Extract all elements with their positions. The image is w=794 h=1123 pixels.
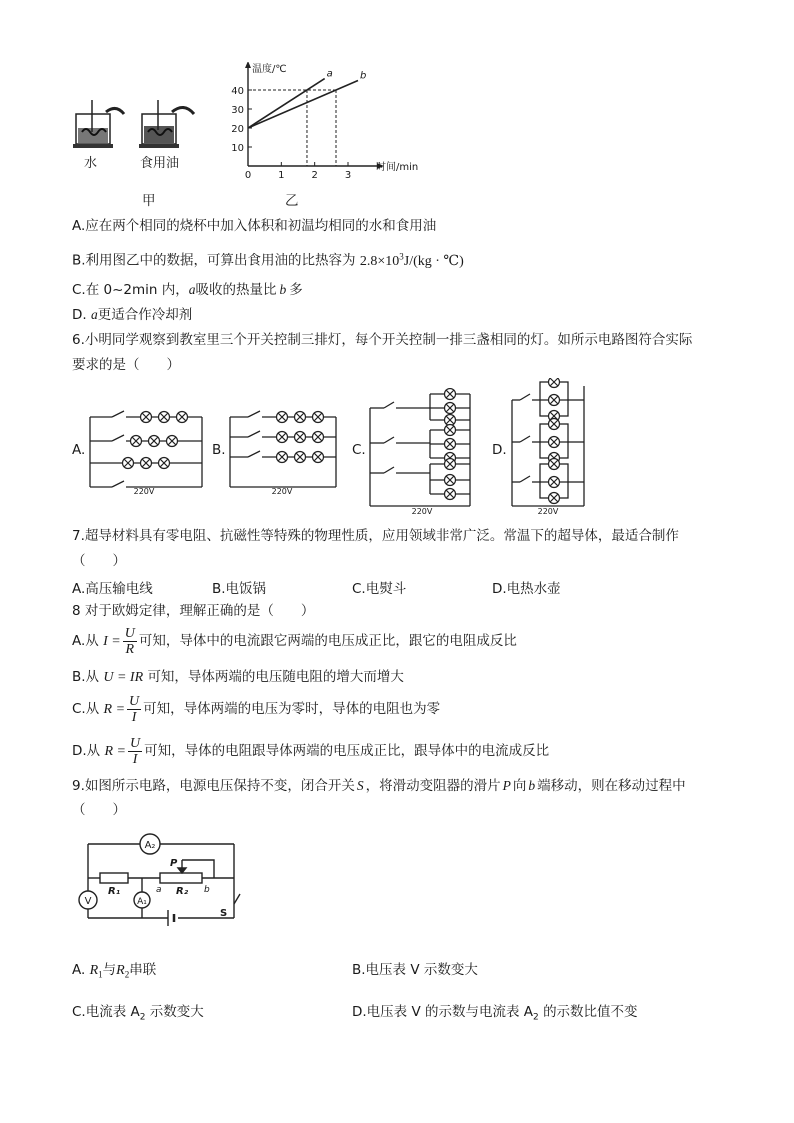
q5-c-suffix: 多 xyxy=(289,282,303,298)
q8-b-prefix: B.从 xyxy=(72,669,100,685)
lamp-icon xyxy=(313,452,324,463)
x-tick-label: 3 xyxy=(344,170,352,181)
q9-c-suffix: 示数变大 xyxy=(149,1004,204,1020)
q5-option-c xyxy=(72,281,303,299)
q5-option-b xyxy=(72,247,464,271)
lamp-icon xyxy=(549,378,560,388)
lamp-icon xyxy=(277,432,288,443)
q8-d-numerator: U xyxy=(129,735,141,751)
lamp-icon xyxy=(445,489,456,500)
q7-option-b: B.电饭锅 xyxy=(212,581,267,597)
resistor-r2-label: R₂ xyxy=(176,886,189,897)
lamp-icon xyxy=(549,437,560,448)
q5-option-a xyxy=(72,217,436,235)
terminal-a-label: a xyxy=(156,885,162,895)
q9-a-r2: R xyxy=(116,963,125,978)
lamp-icon xyxy=(277,452,288,463)
q5-c-mid: 吸收的热量比 xyxy=(195,282,277,298)
q5-d-var-a: a xyxy=(90,307,98,322)
q9-stem-s: S xyxy=(356,778,364,793)
lamp-icon xyxy=(131,436,142,447)
lamp-icons xyxy=(445,389,456,500)
q9-c-prefix: C.电流表 A xyxy=(72,1004,140,1020)
q9-stem-b: b xyxy=(528,778,536,793)
slider-p-label: P xyxy=(170,858,178,869)
q9-stem-prefix: 9.如图所示电路，电源电压保持不变，闭合开关 xyxy=(72,778,355,794)
q9-c-sub: 2 xyxy=(139,1012,146,1023)
q6-option-b-label: B. xyxy=(212,442,226,458)
q5-c-var-a: a xyxy=(188,282,196,297)
q7-option-d: D.电热水壶 xyxy=(492,581,561,597)
water-beaker-icon xyxy=(73,100,124,148)
q5-b-mantissa: 2.8×10 xyxy=(359,253,400,269)
fig-yi-label: 乙 xyxy=(285,193,299,209)
q9-a-mid: 与 xyxy=(102,962,117,978)
y-axis-label: 温度/℃ xyxy=(252,64,287,75)
lamp-icon xyxy=(141,412,152,423)
q9-stem-suffix: 端移动，则在移动过程中 xyxy=(537,778,686,794)
q5-b-exponent: 3 xyxy=(399,251,404,261)
q9-d-sub: 2 xyxy=(533,1012,539,1023)
series-label-b: b xyxy=(360,70,367,82)
q8-d-fraction xyxy=(128,736,142,767)
q9-stem-mid: ，将滑动变阻器的滑片 xyxy=(365,778,501,794)
lamp-icons xyxy=(549,378,560,504)
oil-beaker-icon xyxy=(139,100,194,148)
q8-c-lhs: R = xyxy=(103,702,126,717)
q9-a-r2-sub: 2 xyxy=(124,969,130,980)
lamp-icon xyxy=(445,425,456,436)
switch-s-label: S xyxy=(220,908,228,919)
q9-stem-line2: （ ） xyxy=(72,802,126,818)
lamp-icon xyxy=(549,493,560,504)
q8-a-denominator: R xyxy=(125,641,135,657)
lamp-icon xyxy=(123,458,134,469)
q9-d-suffix: 的示数比值不变 xyxy=(543,1004,638,1020)
lamp-icon xyxy=(295,412,306,423)
ammeter-a1-label: A₁ xyxy=(137,897,147,907)
q6-option-a-label: A. xyxy=(72,442,86,458)
y-tick-label: 30 xyxy=(231,105,244,116)
series-line-a xyxy=(248,79,325,128)
q8-option-d xyxy=(72,734,549,769)
q8-a-prefix: A.从 xyxy=(72,633,99,649)
q9-stem-line1 xyxy=(72,777,686,795)
q5-b-unit: J/(kg · ℃) xyxy=(403,253,464,269)
q8-b-formula: U = IR xyxy=(103,670,144,685)
q5-option-d xyxy=(72,306,192,324)
q8-d-prefix: D.从 xyxy=(72,743,101,759)
lamp-icon xyxy=(445,389,456,400)
q6-b-voltage: 220V xyxy=(271,487,293,495)
lamp-icon xyxy=(549,419,560,430)
q8-c-denominator: I xyxy=(131,709,137,725)
temperature-chart xyxy=(222,62,422,186)
q8-c-prefix: C.从 xyxy=(72,701,100,717)
q8-option-a xyxy=(72,624,517,659)
y-tick-label: 40 xyxy=(231,86,244,97)
q8-stem: 8 对于欧姆定律，理解正确的是（ ） xyxy=(72,603,315,619)
lamp-icon xyxy=(549,459,560,470)
lamp-icons xyxy=(123,412,188,469)
q6-d-voltage: 220V xyxy=(537,507,559,516)
lamp-icon xyxy=(149,436,160,447)
lamp-icon xyxy=(295,432,306,443)
q8-option-c xyxy=(72,692,440,727)
lamp-icon xyxy=(159,412,170,423)
x-tick-label: 1 xyxy=(278,170,285,181)
q5-d-suffix: 更适合作冷却剂 xyxy=(97,307,193,323)
q8-c-fraction xyxy=(127,694,141,725)
lamp-icon xyxy=(177,412,188,423)
q5-c-prefix: C.在 0~2min 内， xyxy=(72,282,189,298)
q6-circuit-b xyxy=(224,405,349,495)
y-axis-arrow xyxy=(245,62,251,68)
q7-stem-line1: 7.超导材料具有零电阻、抗磁性等特殊的物理性质，应用领域非常广泛。常温下的超导体，最适合制作 xyxy=(72,528,679,544)
q6-stem-line1: 6.小明同学观察到教室里三个开关控制三排灯，每个开关控制一排三盏相同的灯。如所示电路图符合实际 xyxy=(72,332,693,348)
q6-stem-line2: 要求的是（ ） xyxy=(72,357,180,373)
lamp-icon xyxy=(167,436,178,447)
q6-c-voltage: 220V xyxy=(411,507,433,516)
lamp-icon xyxy=(159,458,170,469)
lamp-icon xyxy=(313,432,324,443)
lamp-icon xyxy=(549,395,560,406)
q7-option-a: A.高压输电线 xyxy=(72,581,153,597)
q8-c-numerator: U xyxy=(129,693,140,709)
q5-option-b-value xyxy=(359,251,464,269)
lamp-icons xyxy=(277,412,324,463)
lamp-icon xyxy=(445,459,456,470)
x-tick-label: 0 xyxy=(244,170,252,181)
water-label: 水 xyxy=(84,156,98,171)
q9-option-c xyxy=(72,1000,204,1023)
q9-a-suffix: 串联 xyxy=(129,962,157,978)
q9-circuit-diagram xyxy=(74,832,264,936)
lamp-icon xyxy=(445,475,456,486)
q6-option-d-label: D. xyxy=(492,442,507,458)
q8-a-lhs: I = xyxy=(103,634,121,649)
q7-stem-line2: （ ） xyxy=(72,553,126,569)
series-line-b xyxy=(248,81,358,129)
q8-d-suffix: 可知，导体的电阻跟导体两端的电压成正比，跟导体中的电流成反比 xyxy=(144,743,550,759)
q5-option-a-text: A.应在两个相同的烧杯中加入体积和初温均相同的水和食用油 xyxy=(72,218,437,234)
x-axis-label: 时间/min xyxy=(376,162,419,173)
lamp-icon xyxy=(445,403,456,414)
q6-a-voltage: 220V xyxy=(133,487,155,495)
ammeter-a2-label: A₂ xyxy=(144,840,156,851)
q7-option-c: C.电熨斗 xyxy=(352,581,407,597)
q8-a-numerator: U xyxy=(124,625,135,641)
q9-stem-p: P xyxy=(502,778,511,793)
q9-a-r: R xyxy=(89,963,99,978)
q8-option-b xyxy=(72,668,404,687)
q6-option-c-label: C. xyxy=(352,442,366,458)
q9-stem-mid2: 向 xyxy=(512,778,527,794)
q9-d-prefix: D.电压表 V 的示数与电流表 A xyxy=(352,1004,534,1020)
lamp-icon xyxy=(277,412,288,423)
q9-a-r1-sub: 1 xyxy=(98,969,103,980)
q8-b-suffix: 可知，导体两端的电压随电阻的增大而增大 xyxy=(147,669,404,685)
y-tick-label: 20 xyxy=(231,124,244,135)
q6-circuit-d xyxy=(504,378,594,516)
q8-c-suffix: 可知，导体两端的电压为零时，导体的电阻也为零 xyxy=(143,701,441,717)
lamp-icon xyxy=(445,439,456,450)
lamp-icon xyxy=(295,452,306,463)
fig-jia-label: 甲 xyxy=(142,193,156,209)
voltmeter-label: V xyxy=(84,896,92,907)
q9-option-b: B.电压表 V 示数变大 xyxy=(352,962,478,978)
q5-option-b-prefix: B.利用图乙中的数据，可算出食用油的比热容为 xyxy=(72,252,356,269)
q6-circuit-a xyxy=(84,405,209,495)
lamp-icon xyxy=(549,477,560,488)
temperature-chart-svg xyxy=(222,62,422,186)
q9-a-prefix: A. xyxy=(72,962,86,978)
x-tick-label: 2 xyxy=(311,170,318,181)
lamp-icon xyxy=(313,412,324,423)
q6-circuit-c xyxy=(364,388,484,516)
series-label-a: a xyxy=(326,68,333,80)
q9-option-d xyxy=(352,1000,638,1023)
q8-d-lhs: R = xyxy=(104,744,126,759)
lamp-icon xyxy=(141,458,152,469)
q5-d-prefix: D. xyxy=(72,307,87,323)
terminal-b-label: b xyxy=(204,885,210,895)
q8-a-suffix: 可知，导体中的电流跟它两端的电压成正比，跟它的电阻成反比 xyxy=(138,633,517,649)
oil-label: 食用油 xyxy=(140,156,180,171)
y-tick-label: 10 xyxy=(231,143,244,154)
lamp-icon xyxy=(445,415,456,426)
q8-a-fraction xyxy=(123,626,137,657)
q8-d-denominator: I xyxy=(132,751,138,767)
q9-option-a xyxy=(72,958,156,980)
q5-c-var-b: b xyxy=(279,282,287,297)
resistor-r1-label: R₁ xyxy=(108,886,121,897)
